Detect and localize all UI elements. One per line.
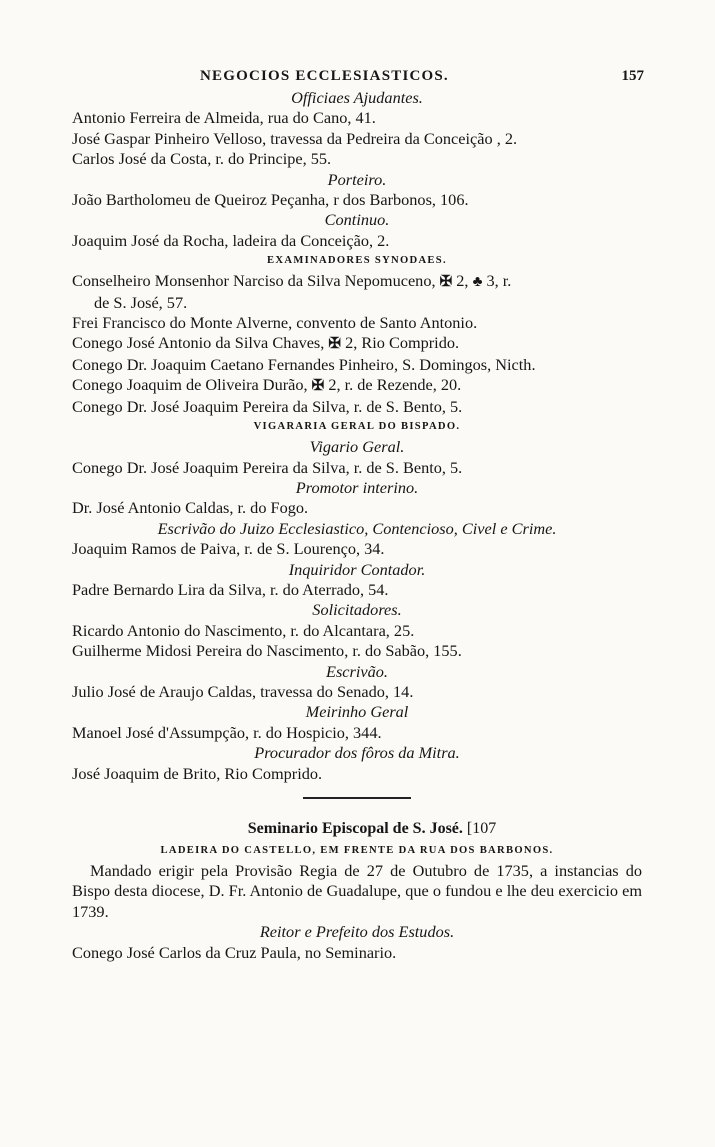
subheading-reitor: Reitor e Prefeito dos Estudos.: [259, 922, 455, 942]
running-header: [72, 62, 642, 88]
document-page: [72, 62, 642, 963]
entry-line: [72, 375, 642, 396]
entry-line: Guilherme Midosi Pereira do Nascimento, r. do Sabão, 155.: [72, 641, 462, 661]
entry-line: Manoel José d'Assumpção, r. do Hospicio, 344.: [72, 722, 382, 742]
section-heading-vigararia: VIGARARIA GERAL DO BISPADO.: [253, 421, 461, 433]
section-heading-officiaes: Officiaes Ajudantes.: [291, 88, 423, 107]
entry-text: 2, Rio Comprido.: [345, 333, 460, 353]
entry-line: Padre Bernardo Lira da Silva, r. do Aterrado, 54.: [72, 579, 389, 599]
entry-text: Conego José Antonio da Silva Chaves,: [72, 333, 325, 353]
subheading-escrivao: Escrivão.: [326, 661, 388, 681]
entry-line: Conego José Carlos da Cruz Paula, no Seminario.: [72, 942, 397, 962]
entry-line: [72, 271, 642, 292]
entry-line: José Gaspar Pinheiro Velloso, travessa da Pedreira da Conceição , 2.: [72, 128, 518, 148]
cross-icon: ✠: [328, 336, 341, 353]
entry-line: Conego Dr. Joaquim Caetano Fernandes Pinheiro, S. Domingos, Nicth.: [72, 354, 536, 374]
subheading-solicitadores: Solicitadores.: [312, 600, 402, 620]
entry-line-continuation: de S. José, 57.: [94, 292, 188, 312]
entry-line: Conego Dr. José Joaquim Pereira da Silva, r. de S. Bento, 5.: [72, 457, 463, 477]
subheading-vigario: Vigario Geral.: [309, 437, 405, 457]
entry-line: [72, 333, 642, 354]
order-insignia-icon: ♣: [472, 274, 483, 291]
entry-line: Ricardo Antonio do Nascimento, r. do Alcantara, 25.: [72, 620, 415, 640]
section-heading-examinadores: EXAMINADORES SYNODAES.: [267, 255, 447, 267]
entry-line: Dr. José Antonio Caldas, r. do Fogo.: [72, 498, 309, 518]
seminario-address: LADEIRA DO CASTELLO, EM FRENTE DA RUA DOS BARBONOS.: [160, 845, 554, 856]
cross-icon: ✠: [439, 274, 453, 291]
subheading-procurador: Procurador dos fôros da Mitra.: [254, 743, 460, 763]
running-title: NEGOCIOS ECCLESIASTICOS.: [200, 68, 449, 84]
seminario-title: [72, 817, 642, 841]
seminario-ref: [107: [466, 820, 497, 837]
entry-line: Julio José de Araujo Caldas, travessa do Senado, 14.: [72, 681, 414, 701]
entry-line: Joaquim José da Rocha, ladeira da Conceição, 2.: [72, 230, 390, 250]
entry-text: 2, r. de Rezende, 20.: [328, 375, 462, 395]
subheading-inquiridor: Inquiridor Contador.: [288, 559, 426, 579]
entry-text: Conselheiro Monsenhor Narciso da Silva Nepomuceno,: [72, 271, 436, 291]
entry-line: Conego Dr. José Joaquim Pereira da Silva, r. de S. Bento, 5.: [72, 396, 463, 416]
entry-line: Carlos José da Costa, r. do Principe, 55.: [72, 149, 332, 169]
subheading-escrivao-juizo: Escrivão do Juizo Ecclesiastico, Contencioso, Civel e Crime.: [157, 518, 557, 538]
subheading-meirinho: Meirinho Geral: [305, 702, 409, 722]
seminario-paragraph: Mandado erigir pela Provisão Regia de 27 de Outubro de 1735, a instancias do Bispo desta diocese, D. Fr. Antonio de Guadalupe, que o fundou e lhe deu exercicio em 1739.: [72, 861, 642, 921]
entry-line: João Bartholomeu de Queiroz Peçanha, r dos Barbonos, 106.: [72, 190, 469, 210]
section-heading-continuo: Continuo.: [324, 210, 390, 230]
entry-text: Conego Joaquim de Oliveira Durão,: [72, 375, 308, 395]
entry-line: Antonio Ferreira de Almeida, rua do Cano, 41.: [72, 108, 376, 128]
cross-icon: ✠: [311, 378, 325, 395]
entry-text: 2,: [456, 271, 469, 291]
subheading-promotor: Promotor interino.: [295, 477, 419, 497]
entry-line: José Joaquim de Brito, Rio Comprido.: [72, 763, 323, 783]
entry-line: Joaquim Ramos de Paiva, r. de S. Lourenço, 34.: [72, 539, 385, 559]
section-heading-porteiro: Porteiro.: [327, 169, 387, 189]
page-number: 157: [621, 68, 644, 84]
entry-text: 3, r.: [486, 271, 512, 291]
section-divider: [303, 797, 411, 799]
seminario-title-text: Seminario Episcopal de S. José.: [247, 820, 463, 837]
entry-line: Frei Francisco do Monte Alverne, convento de Santo Antonio.: [72, 313, 478, 333]
